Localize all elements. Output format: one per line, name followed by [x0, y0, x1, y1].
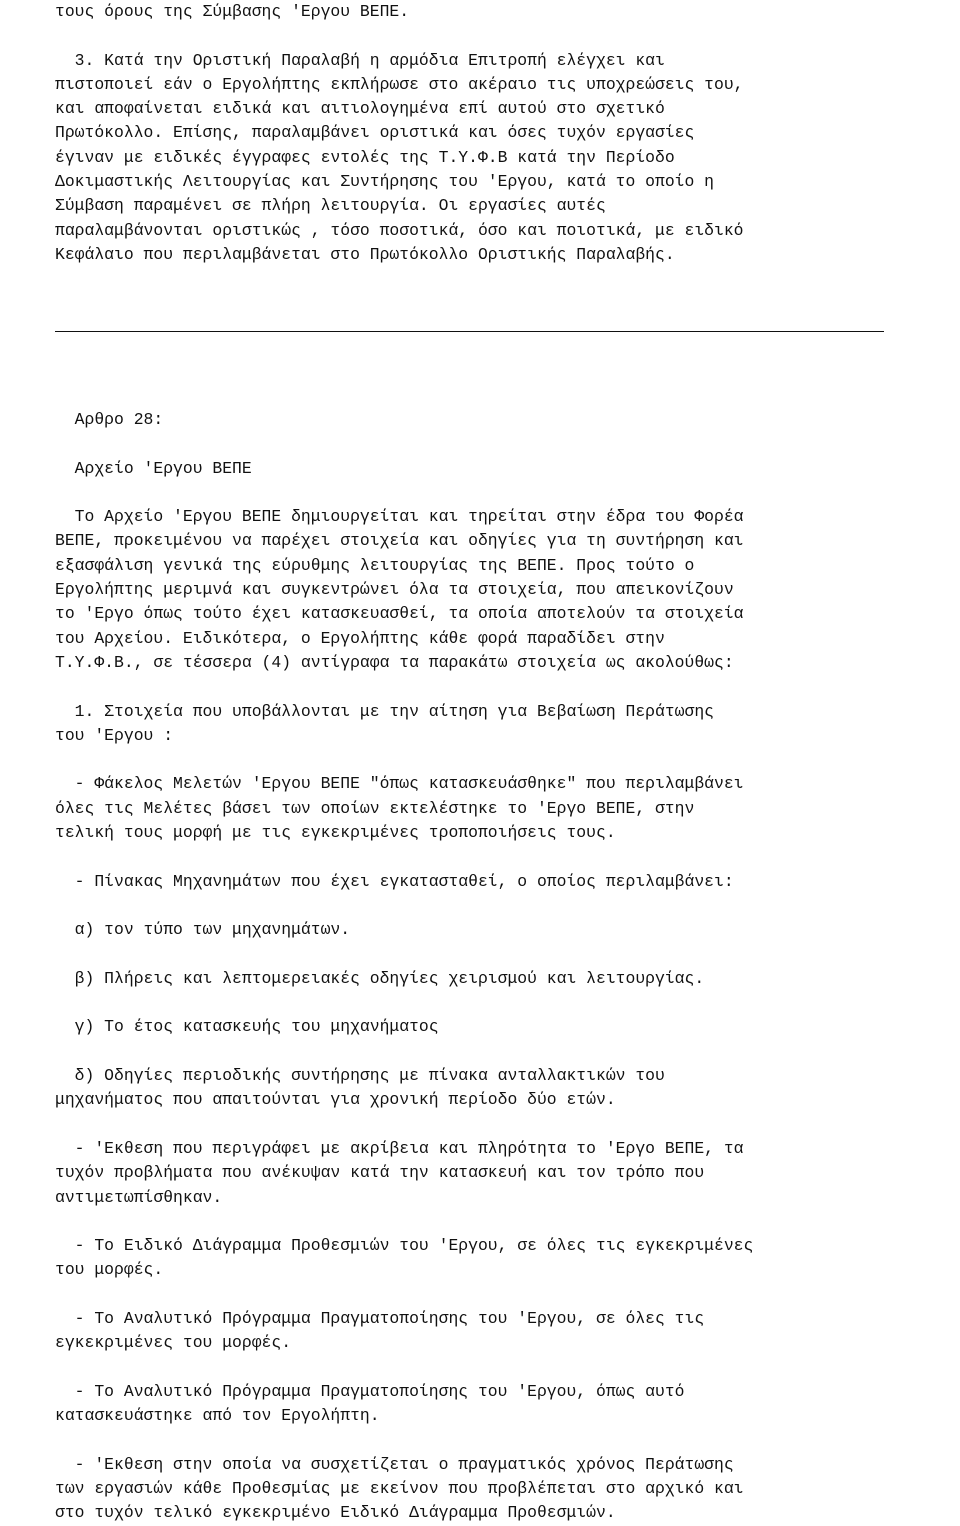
article-line: του Αρχείου. Ειδικότερα, ο Εργολήπτης κάθε φορά παραδίδει στην — [55, 628, 665, 648]
article-line — [55, 748, 960, 772]
article-line: α) τον τύπο των μηχανημάτων. — [55, 920, 351, 940]
article-line — [55, 845, 960, 869]
article-line — [55, 943, 960, 967]
article-line — [55, 675, 960, 699]
article-line: - Πίνακας Μηχανημάτων που έχει εγκατασταθεί, ο οποίος περιλαμβάνει: — [55, 871, 734, 891]
article-line: ΒΕΠΕ, προκειμένου να παρέχει στοιχεία και οδηγίες για τη συντήρηση και — [55, 531, 744, 551]
article-line: του 'Εργου : — [55, 725, 174, 745]
article-line: του μορφές. — [55, 1260, 164, 1280]
article-line — [55, 432, 960, 456]
article-line: - Το Αναλυτικό Πρόγραμμα Πραγματοποίησης του 'Εργου, όπως αυτό — [55, 1381, 685, 1401]
article-line: εγκεκριμένες του μορφές. — [55, 1333, 292, 1353]
article-line: κατασκευάστηκε από τον Εργολήπτη. — [55, 1406, 380, 1426]
article-line: γ) Το έτος κατασκευής του μηχανήματος — [55, 1017, 439, 1037]
article-line: - Το Αναλυτικό Πρόγραμμα Πραγματοποίησης του 'Εργου, σε όλες τις — [55, 1308, 705, 1328]
article-line: τελική τους μορφή με τις εγκεκριμένες τροποποιήσεις τους. — [55, 823, 616, 843]
article-line — [55, 1040, 960, 1064]
article-line: τυχόν προβλήματα που ανέκυψαν κατά την κατασκευή και τον τρόπο που — [55, 1163, 705, 1183]
article-line: στο τυχόν τελικό εγκεκριμένο Ειδικό Διάγραμμα Προθεσμιών. — [55, 1503, 616, 1523]
article-line: όλες τις Μελέτες βάσει των οποίων εκτελέστηκε το 'Εργο ΒΕΠΕ, στην — [55, 798, 695, 818]
article-line — [55, 991, 960, 1015]
article-line — [55, 1283, 960, 1307]
intro-line: και αποφαίνεται ειδικά και αιτιολογημένα επί αυτού στο σχετικό — [55, 99, 665, 119]
article-line: το 'Εργο όπως τούτο έχει κατασκευασθεί, τα οποία αποτελούν τα στοιχεία — [55, 604, 744, 624]
article-line: Αρχείο 'Εργου ΒΕΠΕ — [55, 458, 252, 478]
intro-line: 3. Κατά την Οριστική Παραλαβή η αρμόδια Επιτροπή ελέγχει και — [55, 50, 665, 70]
article-line — [55, 481, 960, 505]
intro-line: Κεφάλαιο που περιλαμβάνεται στο Πρωτόκολλο Οριστικής Παραλαβής. — [55, 244, 675, 264]
article-line: β) Πλήρεις και λεπτομερειακές οδηγίες χειρισμού και λειτουργίας. — [55, 968, 705, 988]
intro-line: Σύμβαση παραμένει σε πλήρη λειτουργία. Οι εργασίες αυτές — [55, 196, 606, 216]
article-line: - Φάκελος Μελετών 'Εργου ΒΕΠΕ "όπως κατασκευάσθηκε" που περιλαμβάνει — [55, 774, 744, 794]
intro-line: Πρωτόκολλο. Επίσης, παραλαμβάνει οριστικά και όσες τυχόν εργασίες — [55, 123, 695, 143]
article-line: Το Αρχείο 'Εργου ΒΕΠΕ δημιουργείται και τηρείται στην έδρα του Φορέα — [55, 507, 744, 527]
article-line — [55, 1113, 960, 1137]
section-divider — [55, 331, 884, 332]
article-line — [55, 894, 960, 918]
intro-line: έγιναν με ειδικές έγγραφες εντολές της Τ.Υ.Φ.Β κατά την Περίοδο — [55, 147, 675, 167]
article-line: εξασφάλιση γενικά της εύρυθμης λειτουργίας της ΒΕΠΕ. Προς τούτο ο — [55, 555, 695, 575]
article-line: - 'Εκθεση στην οποία να συσχετίζεται ο πραγματικός χρόνος Περάτωσης — [55, 1454, 734, 1474]
article-line — [55, 1210, 960, 1234]
article-line — [55, 1356, 960, 1380]
intro-line — [55, 24, 960, 48]
intro-line: Δοκιμαστικής Λειτουργίας και Συντήρησης του 'Εργου, κατά το οποίο η — [55, 172, 715, 192]
article-line: δ) Οδηγίες περιοδικής συντήρησης με πίνακα ανταλλακτικών του — [55, 1066, 665, 1086]
intro-line: τους όρους της Σύμβασης 'Εργου ΒΕΠΕ. — [55, 2, 410, 21]
article-line — [55, 1428, 960, 1452]
article-line: 1. Στοιχεία που υποβάλλονται με την αίτηση για Βεβαίωση Περάτωσης — [55, 701, 715, 721]
article-line: Εργολήπτης μεριμνά και συγκεντρώνει όλα τα στοιχεία, που απεικονίζουν — [55, 580, 734, 600]
intro-line: παραλαμβάνονται οριστικώς , τόσο ποσοτικά, όσο και ποιοτικά, με ειδικό — [55, 220, 744, 240]
intro-line: πιστοποιεί εάν ο Εργολήπτης εκπλήρωσε στο ακέραιο τις υποχρεώσεις του, — [55, 74, 744, 94]
article-28-block — [55, 408, 960, 1526]
article-line: - Το Ειδικό Διάγραμμα Προθεσμιών του 'Εργου, σε όλες τις εγκεκριμένες — [55, 1236, 754, 1256]
article-line: Τ.Υ.Φ.Β., σε τέσσερα (4) αντίγραφα τα παρακάτω στοιχεία ως ακολούθως: — [55, 652, 734, 672]
article-line: μηχανήματος που απαιτούνται για χρονική περίοδο δύο ετών. — [55, 1090, 616, 1110]
intro-text-block — [55, 0, 960, 267]
article-line: αντιμετωπίσθηκαν. — [55, 1187, 223, 1207]
article-line: - 'Εκθεση που περιγράφει με ακρίβεια και πληρότητα το 'Εργο ΒΕΠΕ, τα — [55, 1138, 744, 1158]
article-line: Αρθρο 28: — [55, 410, 164, 429]
article-line: των εργασιών κάθε Προθεσμίας με εκείνον που προβλέπεται στο αρχικό και — [55, 1479, 744, 1499]
